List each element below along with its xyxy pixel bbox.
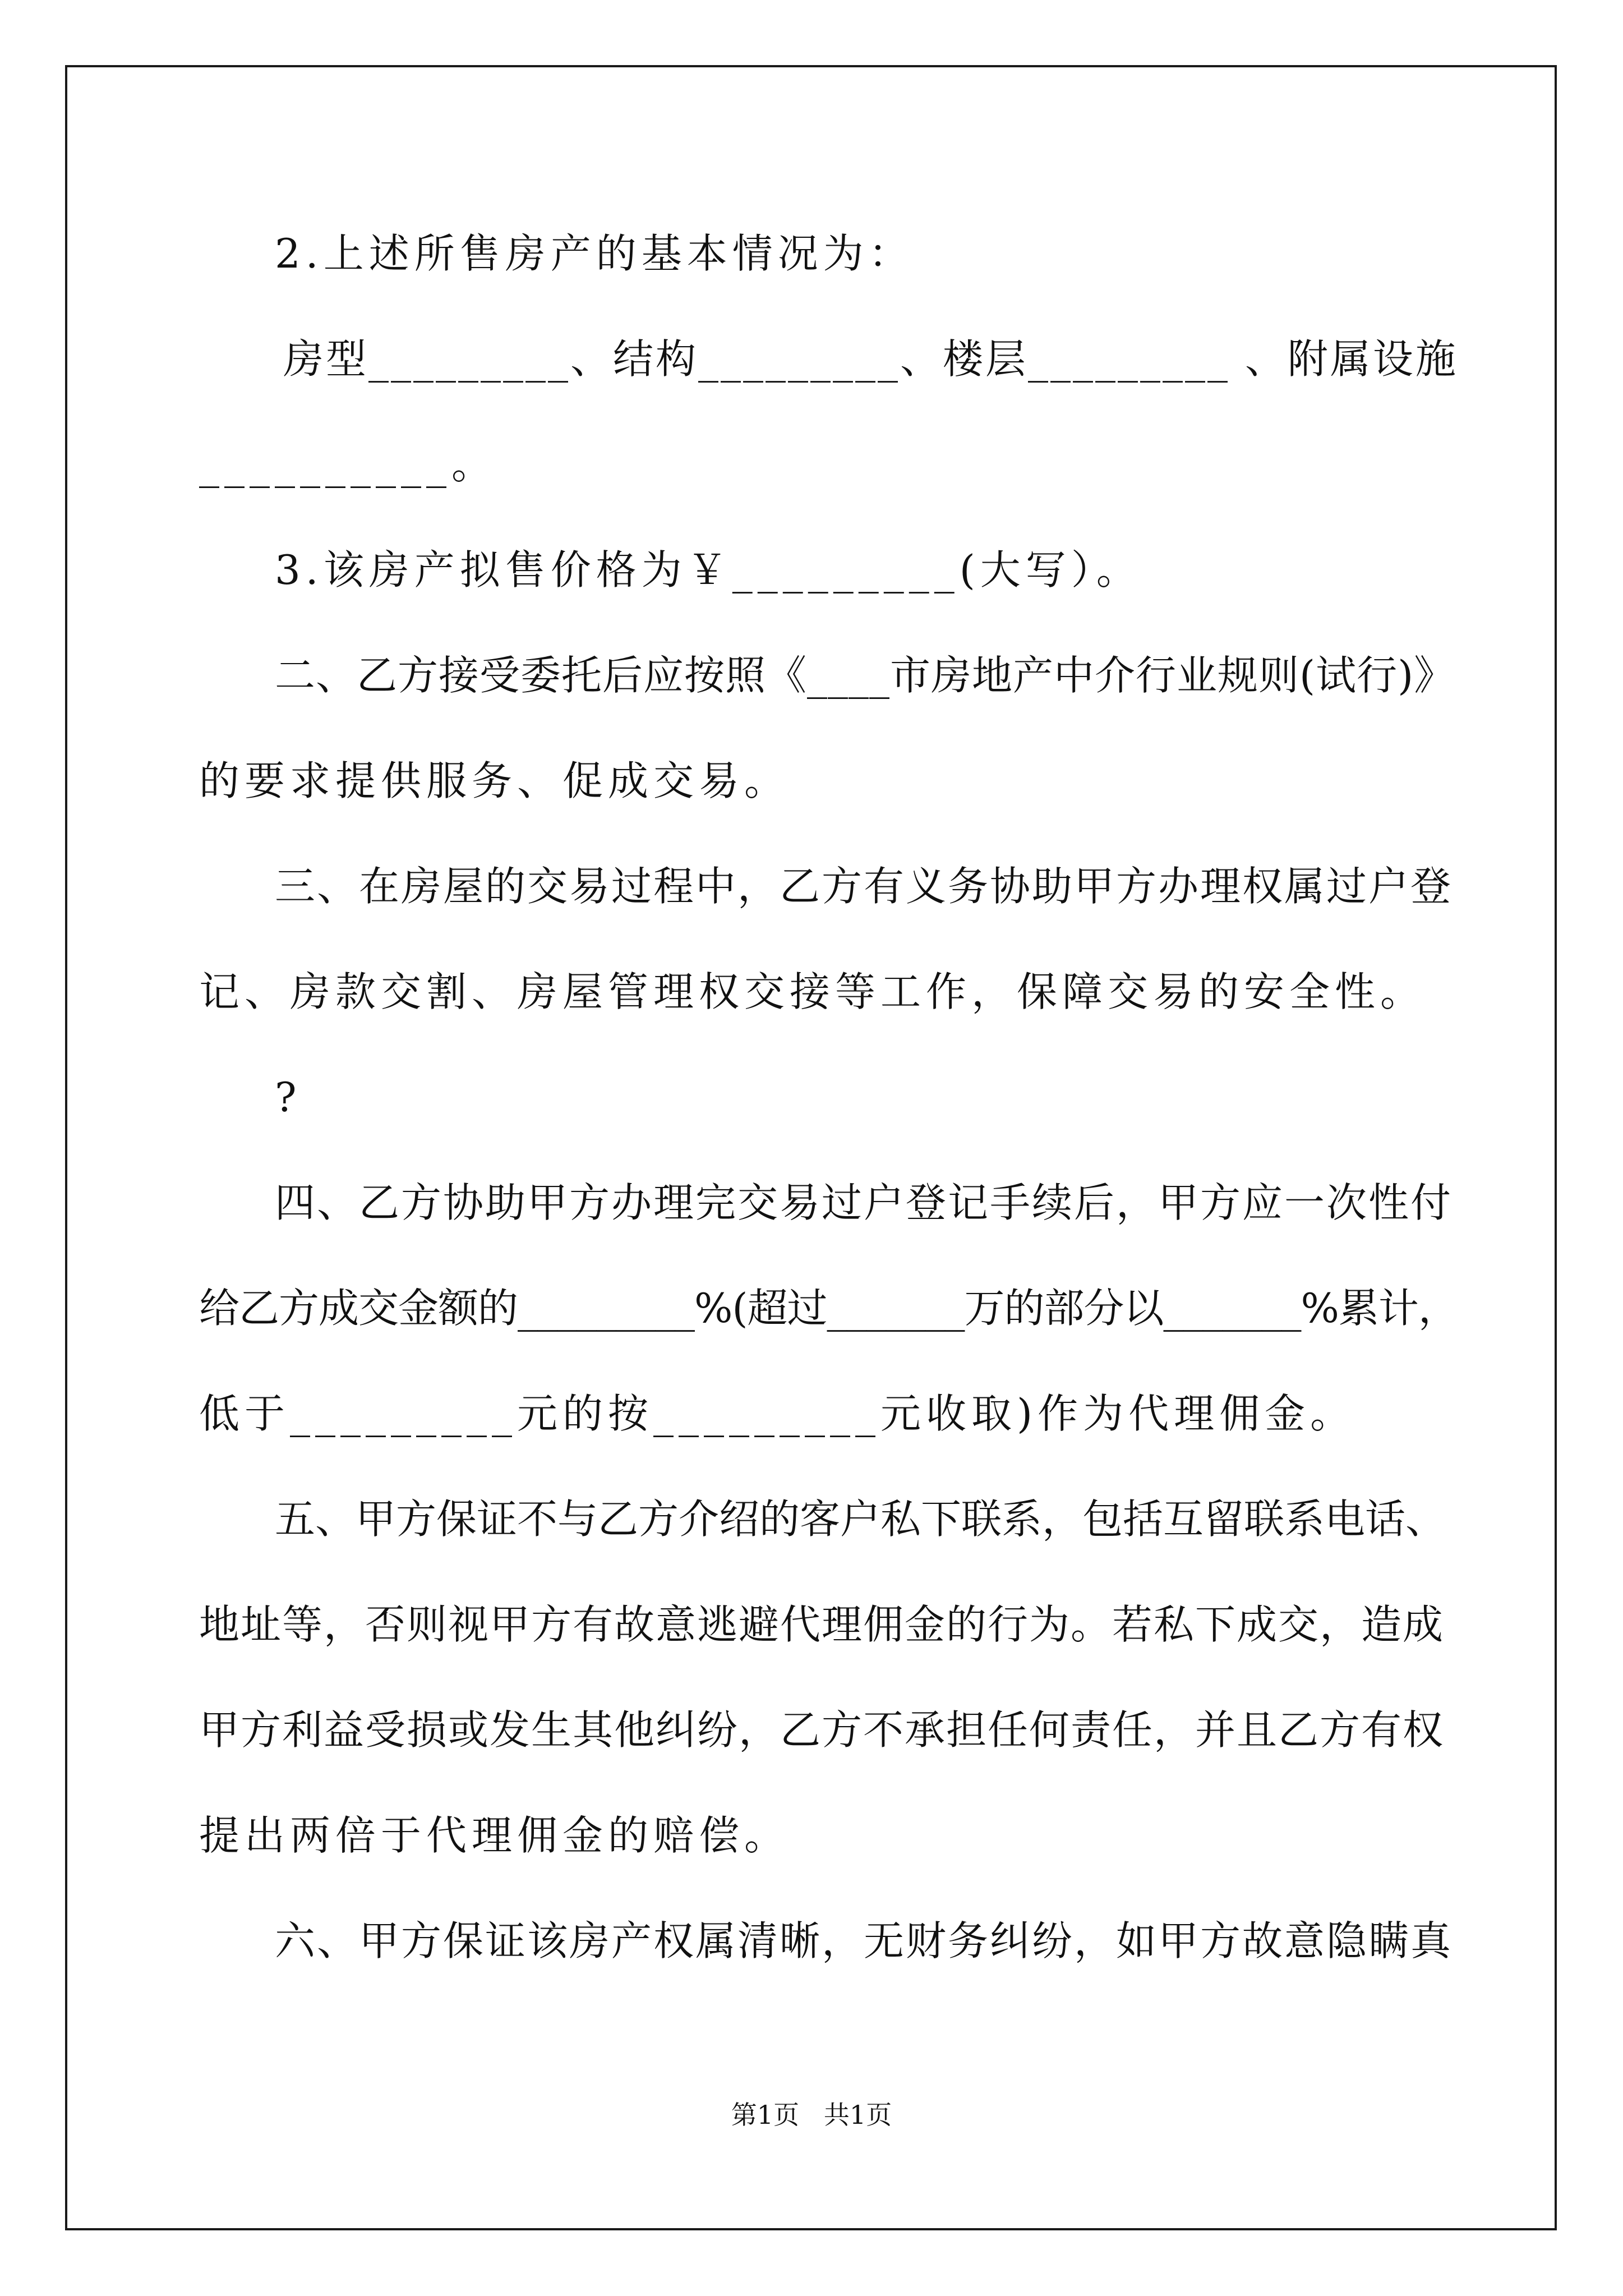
body-line-10: 四、乙方协助甲方办理完交易过户登记手续后，甲方应一次性付 bbox=[275, 1179, 1453, 1226]
body-line-9: ? bbox=[275, 1074, 302, 1121]
body-line-16: 提出两倍于代理佣金的赔偿。 bbox=[199, 1812, 790, 1859]
body-line-11: 给乙方成交金额的_________%(超过_______万的部分以_______%累计， bbox=[199, 1285, 1458, 1332]
body-line-2: 房型_________、结构_________、楼层_________ 、附属设施 bbox=[283, 335, 1458, 383]
body-line-7: 三、在房屋的交易过程中，乙方有义务协助甲方办理权属过户登 bbox=[275, 863, 1453, 910]
body-line-15: 甲方利益受损或发生其他纠纷，乙方不承担任何责任，并且乙方有权 bbox=[199, 1706, 1445, 1754]
body-line-6: 的要求提供服务、促成交易。 bbox=[199, 757, 790, 804]
body-line-17: 六、甲方保证该房产权属清晰，无财务纠纷，如甲方故意隐瞒真 bbox=[275, 1917, 1453, 1964]
body-line-1: 2.上述所售房产的基本情况为： bbox=[275, 230, 914, 277]
body-line-8: 记、房款交割、房屋管理权交接等工作，保障交易的安全性。 bbox=[199, 968, 1426, 1015]
page-footer: 第1页 共1页 bbox=[731, 2100, 892, 2130]
body-line-14: 地址等，否则视甲方有故意逃避代理佣金的行为。若私下成交，造成 bbox=[199, 1601, 1445, 1648]
body-line-12: 低于_________元的按_________元收取)作为代理佣金。 bbox=[199, 1390, 1356, 1437]
body-line-13: 五、甲方保证不与乙方介绍的客户私下联系，包括互留联系电话、 bbox=[275, 1496, 1446, 1543]
body-line-3: __________。 bbox=[199, 441, 497, 488]
page-border bbox=[65, 65, 1557, 2230]
body-line-4: 3.该房产拟售价格为￥_________(大写）。 bbox=[275, 546, 1142, 593]
body-line-5: 二、乙方接受委托后应按照《____市房地产中介行业规则(试行)》 bbox=[275, 652, 1455, 699]
